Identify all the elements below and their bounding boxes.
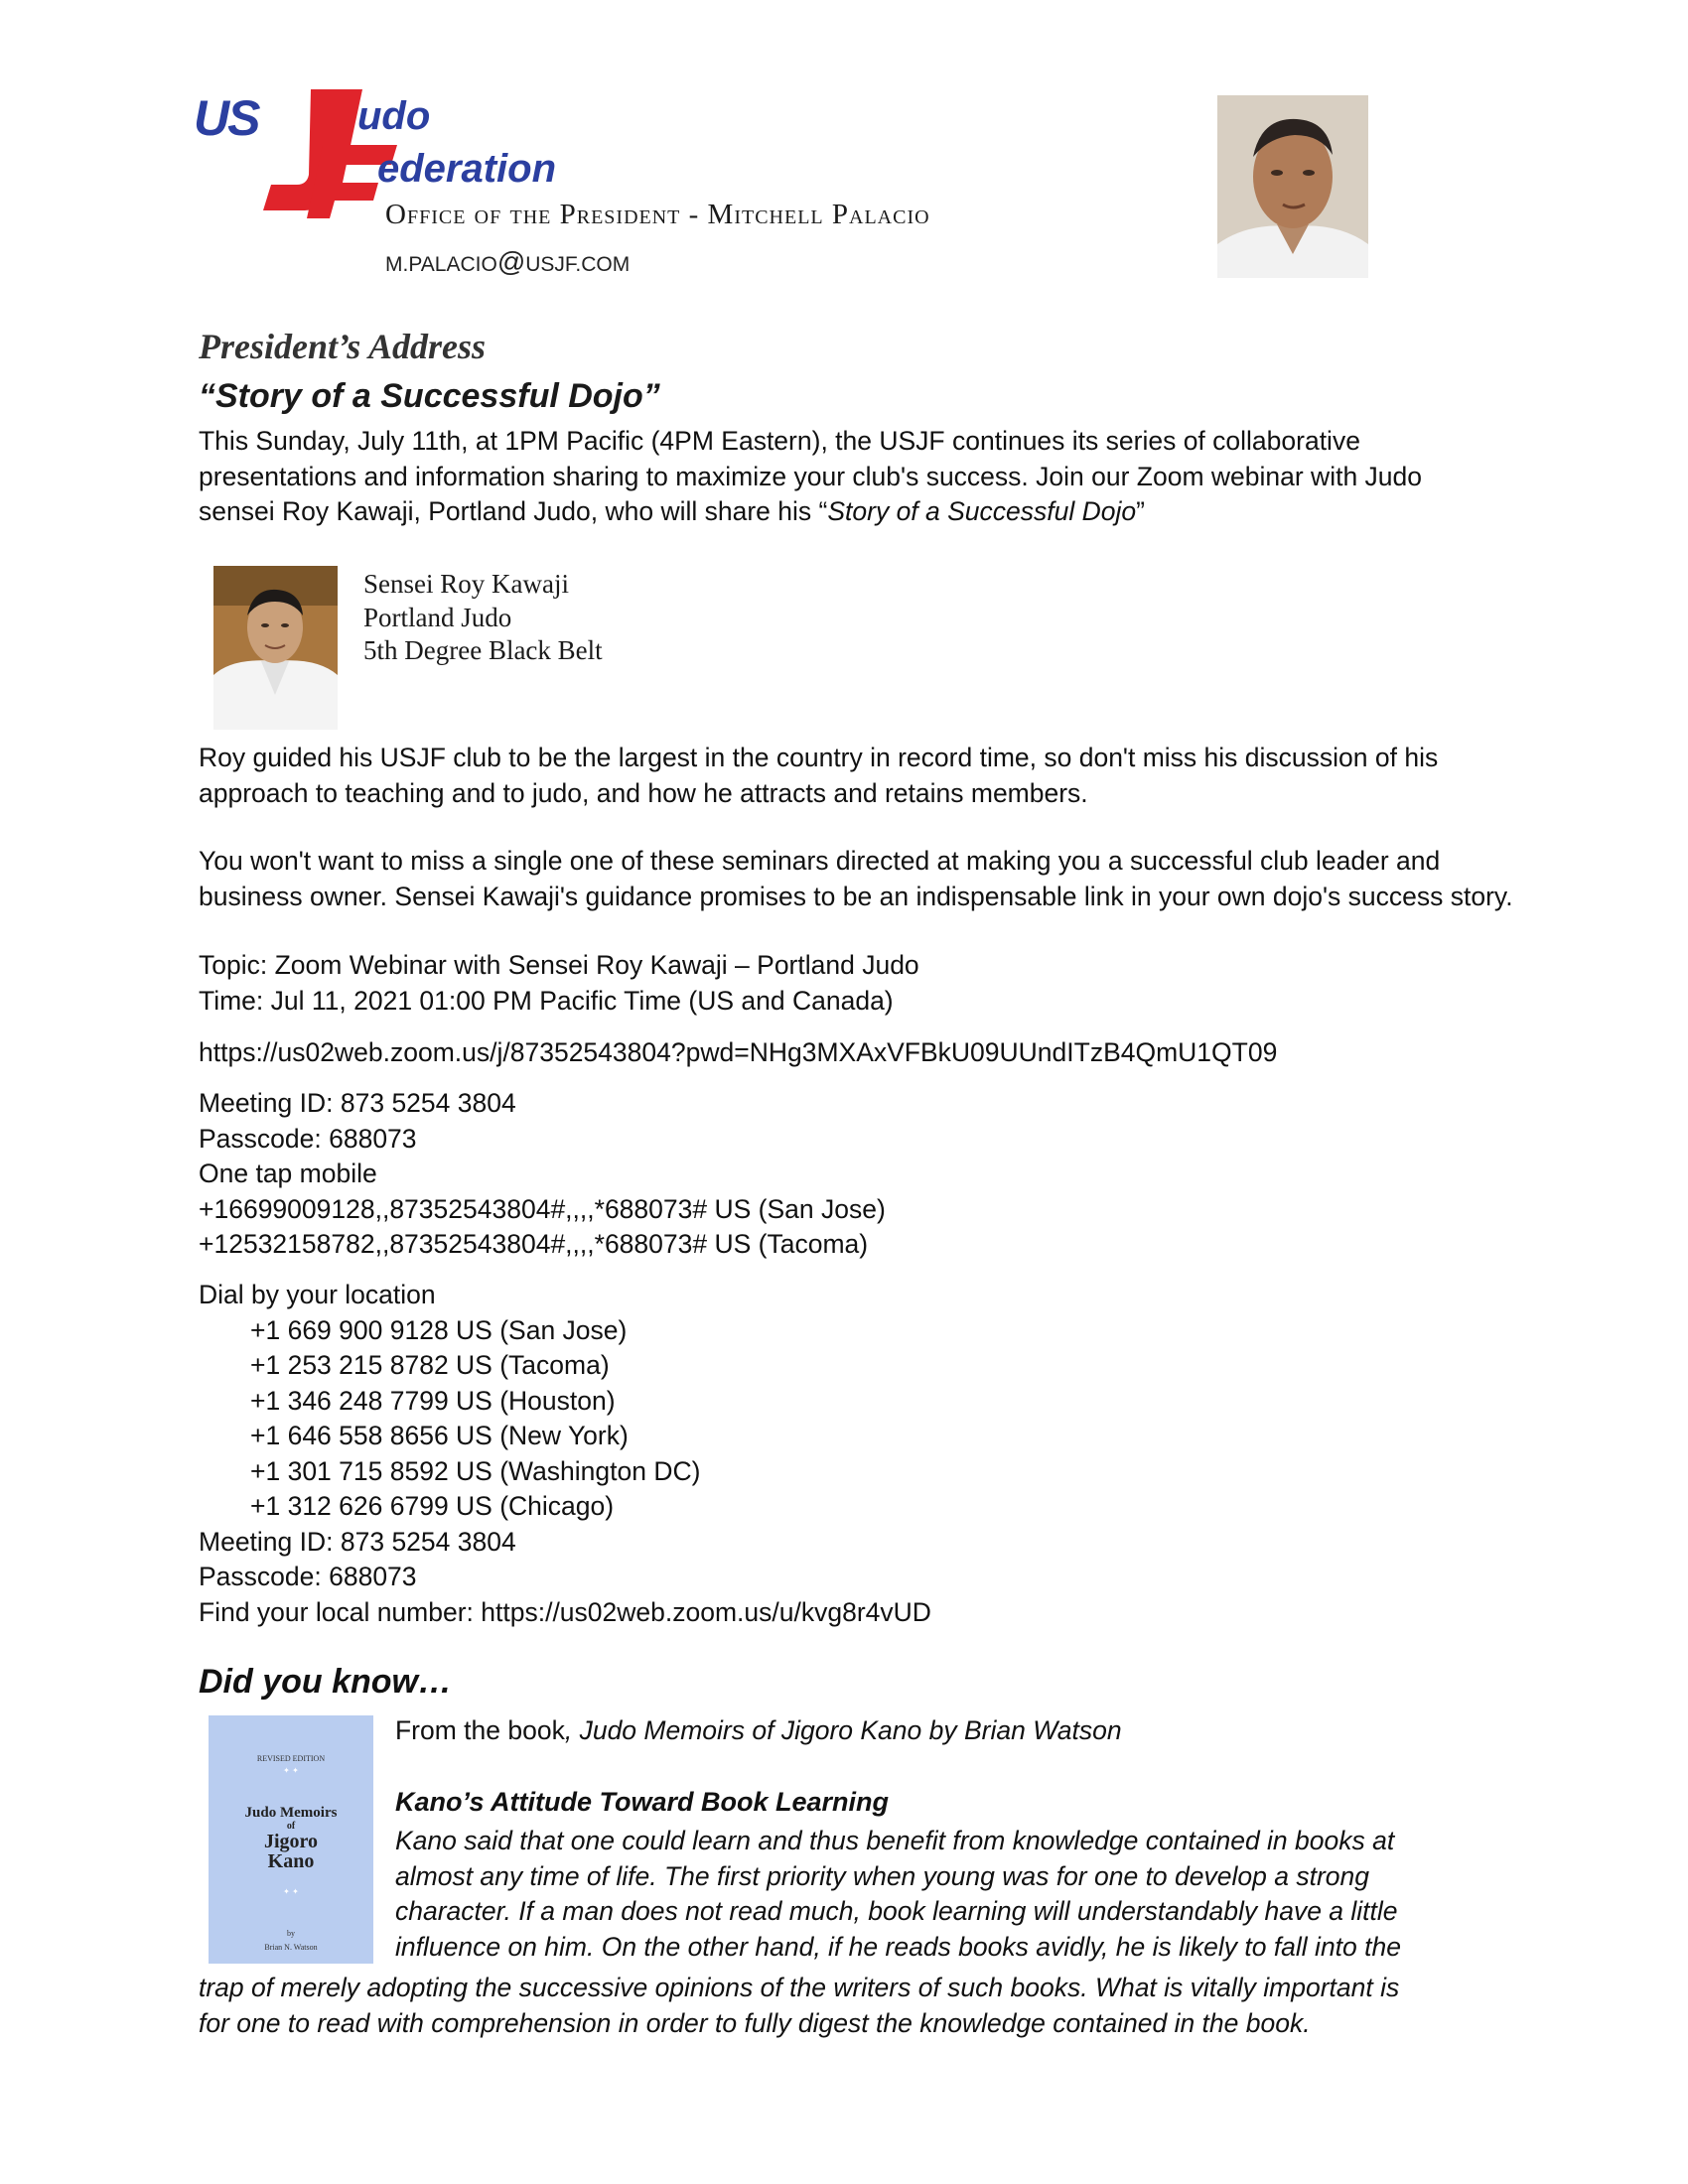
- book-by: by: [287, 1929, 295, 1938]
- book-title-2: of: [286, 1821, 296, 1832]
- quote-line: influence on him. On the other hand, if he reads books avidly, he is likely to fall into the: [395, 1931, 1401, 1962]
- book-source-title: , Judo Memoirs of Jigoro Kano by Brian Watson: [564, 1715, 1122, 1745]
- book-heading: Kano’s Attitude Toward Book Learning: [395, 1787, 890, 1817]
- quote-line: trap of merely adopting the successive opinions of the writers of such books. What is vitally important is: [199, 1973, 1400, 2002]
- svg-text:ederation: ederation: [377, 147, 557, 191]
- address-title: President’s Address: [199, 327, 487, 366]
- sensei-rank: 5th Degree Black Belt: [363, 635, 603, 665]
- dial-in-info: [199, 1278, 931, 1630]
- dial-number[interactable]: +1 346 248 7799 US (Houston): [250, 1385, 616, 1416]
- one-tap-label: One tap mobile: [199, 1159, 377, 1188]
- dial-number[interactable]: +1 669 900 9128 US (San Jose): [250, 1314, 628, 1345]
- webinar-time: Time: Jul 11, 2021 01:00 PM Pacific Time (US and Canada): [199, 985, 894, 1016]
- quote-line: for one to read with comprehension in order to fully digest the knowledge contained in the book.: [199, 2007, 1311, 2038]
- sensei-info: [363, 568, 603, 668]
- story-title: “Story of a Successful Dojo”: [199, 377, 660, 415]
- office-title: Office of the President - Mitchell Palacio: [385, 199, 930, 230]
- intro-paragraph: [199, 424, 1422, 530]
- did-you-know-title: Did you know…: [199, 1663, 452, 1701]
- meeting-id: Meeting ID: 873 5254 3804: [199, 1088, 516, 1118]
- one-tap-number[interactable]: +12532158782,,87352543804#,,,,*688073# US (Tacoma): [199, 1229, 869, 1259]
- zoom-link[interactable]: https://us02web.zoom.us/j/87352543804?pwd=NHg3MXAxVFBkU09UUndITzB4QmU1QT09: [199, 1037, 1278, 1067]
- book-title-4: Kano: [267, 1850, 315, 1872]
- quote-line: almost any time of life. The first priority when young was for one to develop a strong: [395, 1860, 1369, 1891]
- email-at: @: [496, 246, 526, 277]
- intro-line: This Sunday, July 11th, at 1PM Pacific (4PM Eastern), the USJF continues its series of collaborative: [199, 426, 1360, 456]
- sensei-name: Sensei Roy Kawaji: [363, 569, 569, 599]
- book-cover: [209, 1715, 373, 1964]
- paragraph-line: You won't want to miss a single one of these seminars directed at making you a successful club leader and: [199, 846, 1441, 876]
- sensei-club: Portland Judo: [363, 602, 512, 632]
- intro-italic-title: Story of a Successful Dojo: [827, 496, 1137, 526]
- book-title-1: Judo Memoirs: [244, 1805, 338, 1821]
- svg-text:udo: udo: [357, 94, 431, 138]
- book-edition: REVISED EDITION: [256, 1754, 326, 1763]
- svg-text:US: US: [194, 90, 259, 146]
- passcode: Passcode: 688073: [199, 1123, 417, 1154]
- one-tap-number[interactable]: +16699009128,,87352543804#,,,,*688073# US (San Jose): [199, 1193, 886, 1224]
- quote-line: Kano said that one could learn and thus benefit from knowledge contained in books at: [395, 1826, 1395, 1855]
- paragraph-line: approach to teaching and to judo, and how he attracts and retains members.: [199, 777, 1088, 808]
- meeting-id: Meeting ID: 873 5254 3804: [199, 1526, 516, 1557]
- dial-title: Dial by your location: [199, 1280, 436, 1309]
- book-title-3: Jigoro: [263, 1831, 319, 1852]
- dial-number[interactable]: +1 301 715 8592 US (Washington DC): [250, 1455, 701, 1486]
- passcode: Passcode: 688073: [199, 1562, 417, 1591]
- webinar-topic: Topic: Zoom Webinar with Sensei Roy Kawaji – Portland Judo: [199, 950, 919, 980]
- meeting-info: [199, 1086, 886, 1263]
- dial-number[interactable]: +1 646 558 8656 US (New York): [250, 1421, 629, 1450]
- paragraph-line: business owner. Sensei Kawaji's guidance promises to be an indispensable link in your own dojo's success story.: [199, 881, 1513, 911]
- office-email[interactable]: [385, 246, 630, 278]
- roy-paragraph: [199, 741, 1438, 811]
- book-quote-continued: [199, 1971, 1399, 2041]
- svg-text:✦ ✦: ✦ ✦: [283, 1887, 299, 1896]
- intro-line: presentations and information sharing to maximize your club's success. Join our Zoom webinar with Judo: [199, 461, 1423, 491]
- email-user: M.PALACIO: [385, 253, 497, 276]
- dial-number[interactable]: +1 253 215 8782 US (Tacoma): [250, 1350, 610, 1380]
- dial-number[interactable]: +1 312 626 6799 US (Chicago): [250, 1491, 615, 1521]
- book-author: Brian N. Watson: [264, 1943, 318, 1952]
- paragraph-line: Roy guided his USJF club to be the largest in the country in record time, so don't miss his discussion of his: [199, 743, 1439, 772]
- local-number[interactable]: Find your local number: https://us02web.zoom.us/u/kvg8r4vUD: [199, 1596, 931, 1627]
- sensei-photo: [213, 566, 338, 730]
- book-source: From the book, Judo Memoirs of Jigoro Kano by Brian Watson: [395, 1715, 1122, 1745]
- svg-text:✦ ✦: ✦ ✦: [283, 1766, 299, 1775]
- seminar-paragraph: [199, 844, 1513, 914]
- email-domain: USJF.COM: [525, 253, 631, 276]
- webinar-topic-block: [199, 948, 919, 1019]
- quote-line: character. If a man does not read much, book learning will understandably have a little: [395, 1896, 1398, 1926]
- president-photo: [1217, 95, 1368, 278]
- book-quote: [395, 1824, 1401, 1965]
- intro-line: sensei Roy Kawaji, Portland Judo, who will share his “Story of a Successful Dojo”: [199, 496, 1145, 526]
